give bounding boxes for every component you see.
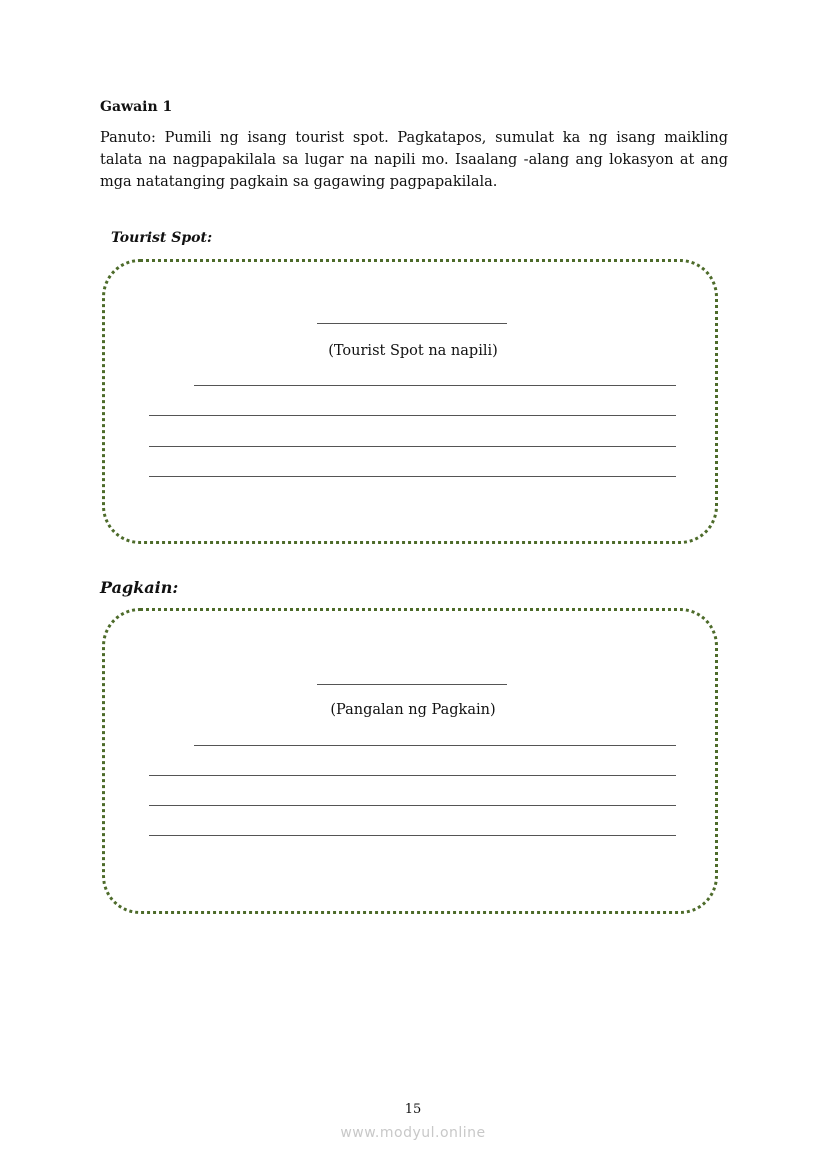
tourist-spot-caption: (Tourist Spot na napili) bbox=[328, 343, 498, 359]
food-caption: (Pangalan ng Pagkain) bbox=[330, 702, 496, 718]
writing-line[interactable] bbox=[149, 835, 676, 836]
writing-line[interactable] bbox=[149, 476, 676, 477]
food-box bbox=[102, 608, 718, 914]
watermark: www.modyul.online bbox=[340, 1125, 486, 1141]
page-number: 15 bbox=[404, 1102, 422, 1117]
food-label: Pagkain: bbox=[100, 578, 179, 597]
writing-line[interactable] bbox=[194, 385, 676, 386]
tourist-spot-box bbox=[102, 259, 718, 544]
tourist-spot-label: Tourist Spot: bbox=[111, 230, 213, 246]
instructions-paragraph: Panuto: Pumili ng isang tourist spot. Pagkatapos, sumulat ka ng isang maikling talata na nagpapakilala sa lugar na napili mo. Isaalang -alang ang lokasyon at ang mga natatanging pagkain sa gagawing pagpapakilala. bbox=[100, 130, 728, 190]
writing-line[interactable] bbox=[149, 775, 676, 776]
writing-line[interactable] bbox=[149, 805, 676, 806]
writing-line[interactable] bbox=[194, 745, 676, 746]
writing-line[interactable] bbox=[149, 446, 676, 447]
food-name-line[interactable] bbox=[317, 684, 507, 685]
tourist-spot-name-line[interactable] bbox=[317, 323, 507, 324]
writing-line[interactable] bbox=[149, 415, 676, 416]
activity-title: Gawain 1 bbox=[100, 99, 173, 115]
